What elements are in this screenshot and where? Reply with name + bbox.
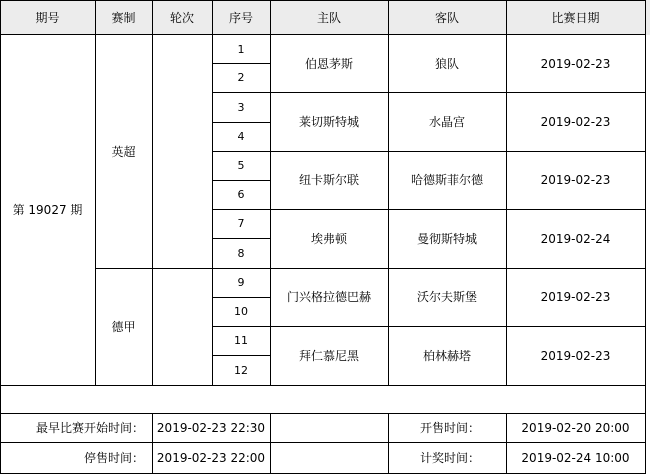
match-date: 2019-02-23 (540, 56, 611, 71)
draw-time-label: 计奖时间： (419, 450, 480, 465)
match-date: 2019-02-24 (540, 231, 611, 246)
home-team: 伯恩茅斯 (304, 56, 353, 71)
grid-line (212, 92, 270, 93)
grid-line (95, 268, 212, 269)
header-round: 轮次 (169, 10, 194, 25)
seq-number: 5 (237, 159, 245, 172)
seq-number: 10 (234, 305, 248, 318)
away-team: 狼队 (434, 56, 459, 71)
league-cell-epl: 英超 (111, 144, 136, 159)
seq-number: 12 (234, 363, 248, 377)
away-team: 柏林赫塔 (422, 348, 471, 363)
sale-open-value: 2019-02-20 20:00 (521, 420, 630, 435)
earliest-start-value: 2019-02-23 22:30 (156, 420, 266, 435)
grid-line (0, 34, 646, 35)
seq-number: 1 (237, 42, 245, 56)
grid-line (388, 413, 389, 474)
header-away: 客队 (434, 10, 459, 25)
header-period: 期号 (35, 10, 60, 25)
grid-line (270, 151, 646, 152)
grid-line (0, 442, 646, 443)
seq-number: 4 (237, 130, 245, 143)
period-cell: 第 19027 期 (12, 203, 83, 217)
grid-line (0, 0, 646, 1)
seq-number: 7 (237, 217, 245, 230)
grid-line (212, 238, 270, 239)
seq-number: 8 (237, 246, 245, 260)
grid-line (270, 413, 271, 474)
away-team: 水晶宫 (428, 114, 465, 129)
match-date: 2019-02-23 (540, 348, 611, 363)
sale-stop-label: 停售时间： (83, 450, 144, 465)
home-team: 埃弗顿 (310, 231, 347, 246)
away-team: 曼彻斯特城 (416, 231, 477, 246)
grid-line (212, 355, 270, 356)
match-date: 2019-02-23 (540, 290, 611, 304)
seq-number: 3 (237, 100, 245, 114)
grid-line (212, 180, 270, 181)
away-team: 沃尔夫斯堡 (416, 290, 477, 304)
grid-line (212, 122, 270, 123)
header-date: 比赛日期 (551, 10, 600, 25)
grid-line (645, 0, 646, 474)
home-team: 纽卡斯尔联 (298, 173, 359, 187)
grid-line (270, 209, 646, 210)
seq-number: 11 (234, 334, 248, 347)
league-cell-bundesliga: 德甲 (111, 319, 136, 334)
sale-open-label: 开售时间： (419, 420, 480, 435)
match-date: 2019-02-23 (540, 173, 611, 187)
grid-line (270, 326, 646, 327)
grid-line (212, 326, 270, 327)
grid-line (212, 209, 270, 210)
away-team: 哈德斯菲尔德 (410, 173, 483, 187)
draw-time-value: 2019-02-24 10:00 (521, 450, 630, 465)
grid-line (0, 385, 646, 386)
seq-number: 9 (237, 276, 245, 289)
sale-stop-value: 2019-02-23 22:00 (156, 450, 266, 465)
home-team: 拜仁慕尼黑 (298, 348, 359, 363)
grid-line (95, 0, 96, 385)
header-home: 主队 (316, 10, 341, 25)
grid-line (212, 151, 270, 152)
grid-line (0, 413, 646, 414)
header-format: 赛制 (111, 10, 136, 25)
home-team: 门兴格拉德巴赫 (286, 290, 371, 304)
seq-number: 2 (237, 71, 245, 84)
grid-line (506, 0, 507, 385)
grid-line (506, 413, 507, 474)
grid-line (152, 413, 153, 474)
earliest-start-label: 最早比赛开始时间： (35, 420, 144, 435)
grid-line (270, 0, 271, 385)
header-seq: 序号 (228, 10, 253, 25)
seq-number: 6 (237, 188, 245, 201)
grid-line (270, 92, 646, 93)
grid-line (212, 297, 270, 298)
grid-line (212, 268, 270, 269)
match-date: 2019-02-23 (540, 114, 611, 129)
grid-line (212, 63, 270, 64)
grid-line (0, 0, 1, 474)
grid-line (388, 0, 389, 385)
grid-line (212, 0, 213, 385)
home-team: 莱切斯特城 (298, 114, 359, 129)
grid-line (0, 473, 646, 474)
grid-line (270, 268, 646, 269)
grid-line (152, 0, 153, 385)
